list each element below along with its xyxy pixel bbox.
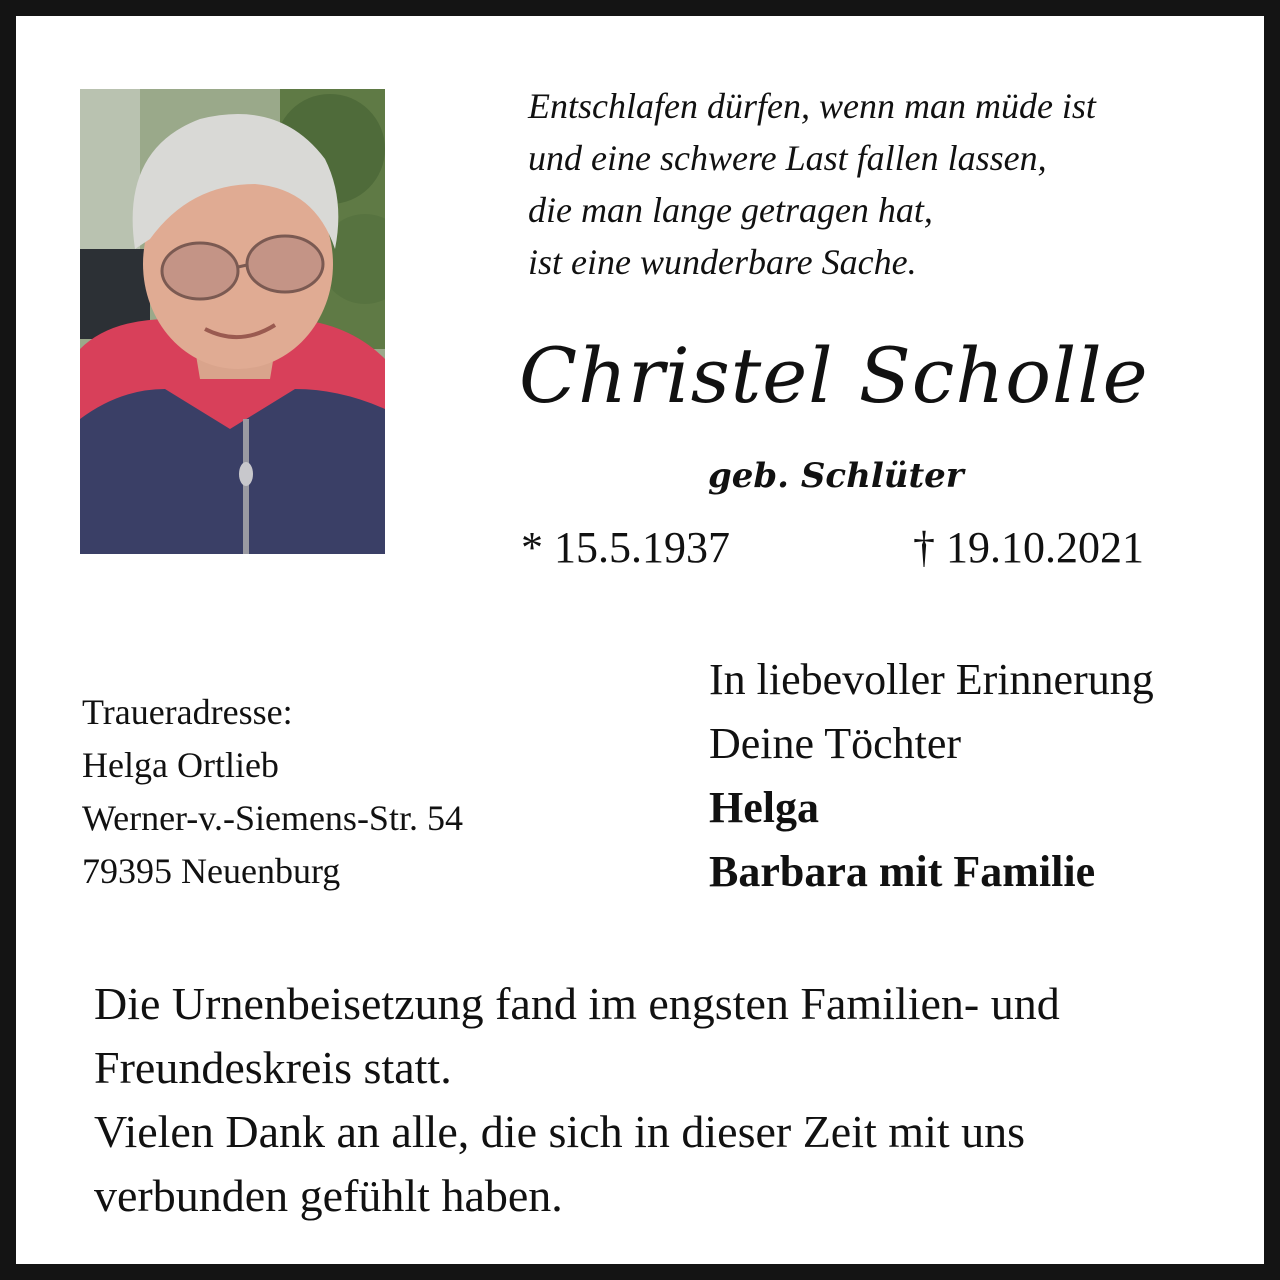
closing-line: verbunden gefühlt haben. [94, 1170, 563, 1221]
closing-line: Die Urnenbeisetzung fand im engsten Familien- und [94, 978, 1060, 1029]
quote-line: ist eine wunderbare Sache. [528, 242, 917, 282]
remembrance-line: In liebevoller Erinnerung [709, 655, 1154, 704]
quote-line: Entschlafen dürfen, wenn man müde ist [528, 86, 1096, 126]
memorial-quote [528, 80, 1248, 288]
family-name: Barbara mit Familie [709, 847, 1096, 896]
death-date: † 19.10.2021 [913, 523, 1144, 572]
quote-line: und eine schwere Last fallen lassen, [528, 138, 1047, 178]
family-signature [709, 648, 1154, 904]
portrait-illustration [80, 89, 385, 554]
address-label: Traueradresse: [82, 692, 293, 732]
birth-name: geb. Schlüter [708, 456, 964, 496]
deceased-name: Christel Scholle [519, 331, 1149, 420]
address-city: 79395 Neuenburg [82, 851, 341, 891]
closing-line: Vielen Dank an alle, die sich in dieser Zeit mit uns [94, 1106, 1026, 1157]
address-street: Werner-v.-Siemens-Str. 54 [82, 798, 463, 838]
family-name: Helga [709, 783, 819, 832]
closing-line: Freundeskreis statt. [94, 1042, 452, 1093]
mourning-address [82, 686, 463, 898]
closing-text [94, 972, 1254, 1228]
quote-line: die man lange getragen hat, [528, 190, 933, 230]
address-name: Helga Ortlieb [82, 745, 279, 785]
birth-date: * 15.5.1937 [521, 523, 730, 572]
portrait-photo [80, 89, 385, 554]
daughters-line: Deine Töchter [709, 719, 962, 768]
